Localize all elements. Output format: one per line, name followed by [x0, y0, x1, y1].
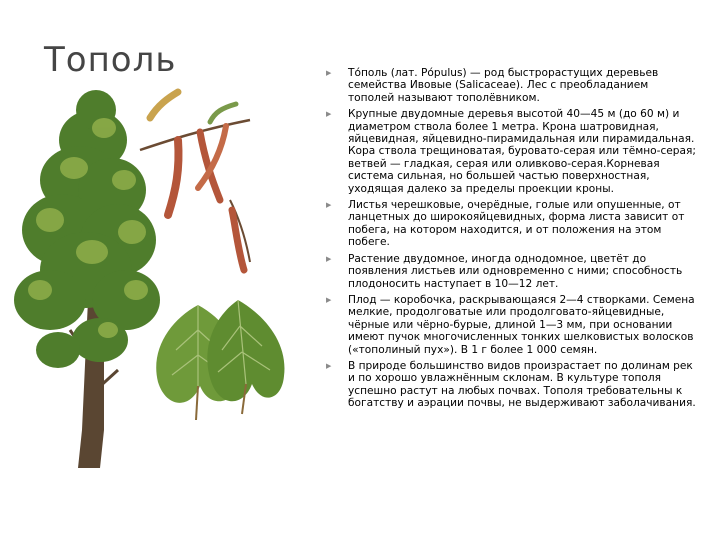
bullet-marker-icon: ▶ [326, 69, 332, 77]
bullet-marker-icon: ▶ [326, 361, 332, 370]
bullet-item [326, 294, 696, 356]
bullet-marker-icon: ▶ [326, 295, 332, 304]
bullet-list [326, 67, 696, 414]
bullet-marker-icon: ▶ [326, 201, 332, 210]
poplar-leaves-illustration [156, 300, 284, 420]
bullet-marker-icon: ▶ [326, 110, 332, 119]
bullet-item [326, 253, 696, 290]
poplar-catkins-illustration [140, 92, 250, 270]
bullet-item [326, 360, 696, 410]
bullet-item [326, 199, 696, 249]
bullet-text: Плод — коробочка, раскрывающаяся 2—4 створками. Семена мелкие, продолговатые или продолговато-яйцевидные, чёрные или чёрно-бурые, длиной 1—3 мм, при основании имеют пучок многочисленных тонких шелковистых волосков («тополиный пух»). В 1 г более 1 000 семян. [348, 293, 695, 356]
bullet-text: (лат. Pо́pulus) — род быстрорастущих деревьев семейства Ивовые (Salicaceae). Лес с преобладанием тополей называют тополёвником. [348, 67, 659, 104]
bullet-term: То́поль [348, 67, 388, 79]
bullet-marker-icon: ▶ [326, 254, 332, 263]
bullet-text: В природе большинство видов произрастает по долинам рек и по хорошо увлажнённым склонам. В культуре тополя успешно растут на любых почвах. Тополя требовательны к богатству и аэрации почвы, не выдерживают заболачивания. [348, 359, 696, 410]
poplar-tree-illustration [14, 90, 160, 468]
bullet-text: Крупные двудомные деревья высотой 40—45 м (до 60 м) и диаметром ствола более 1 метра. Крона шатровидная, яйцевидная, яйцевидно-пирамидальная или пирамидальная. Кора ствола трещиноватая, буровато-серая или тёмно-серая; ветвей — гладкая, серая или оливково-серая.Корневая система сильная, но большей частью поверхностная, уходящая далеко за пределы проекции кроны. [348, 108, 696, 195]
bullet-text: Растение двудомное, иногда однодомное, цветёт до появления листьев или одновременно с ними; способность плодоносить наступает в 10—12 лет. [348, 252, 683, 290]
bullet-text: Листья черешковые, очерёдные, голые или опушенные, от ланцетных до широкояйцевидных, форма листа зависит от побега, на котором находится, и от положения на этом побеге. [348, 199, 685, 249]
slide-title: Тополь [44, 40, 177, 80]
bullet-item [326, 67, 696, 104]
bullet-item [326, 108, 696, 195]
